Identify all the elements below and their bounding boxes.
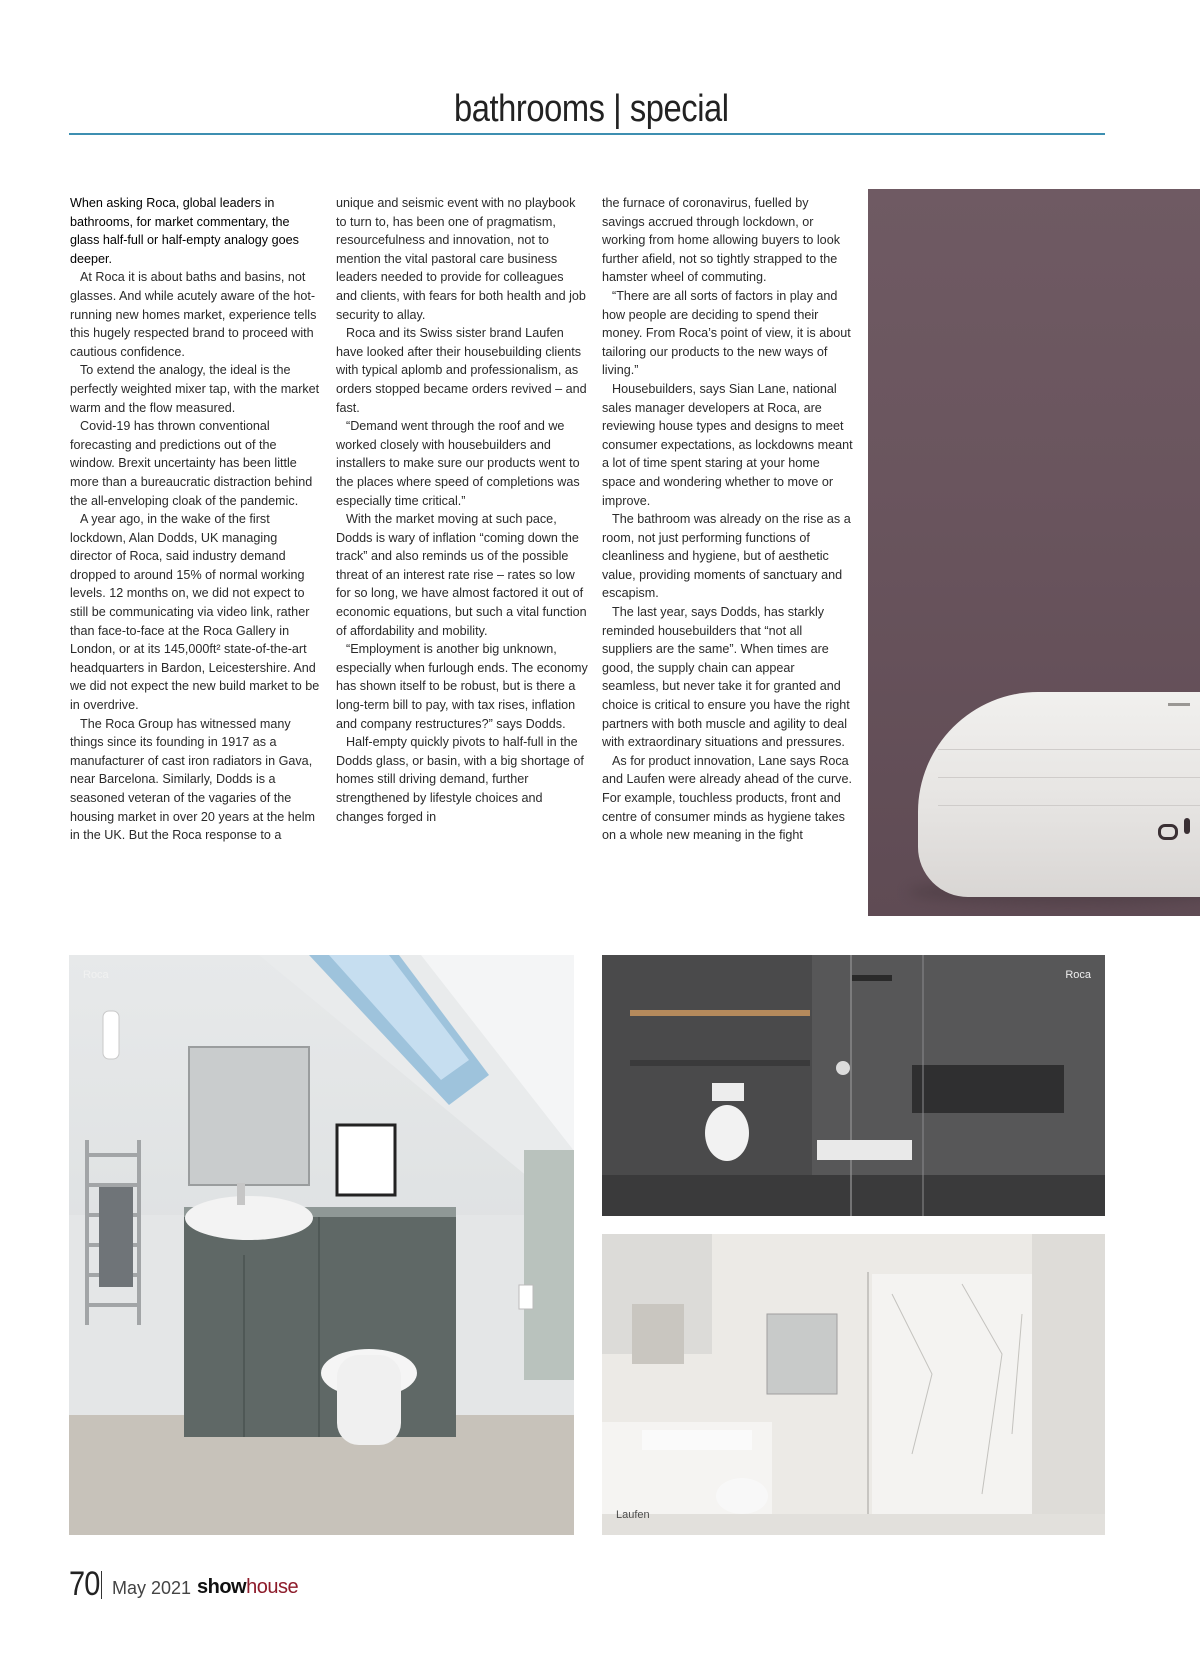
walk-in-shower-photo [602,955,1105,1216]
logo-part-house: house [246,1576,299,1598]
article-column-3 [602,194,854,845]
header-rule [69,133,1105,135]
section-title: bathrooms | special [454,88,729,130]
article-paragraph: “Demand went through the roof and we worked closely with housebuilders and installers to make sure our products went to the places where speed of completions was especially time critical.” [336,419,580,508]
article-paragraph: unique and seismic event with no playbook to turn to, has been one of pragmatism, resourcefulness and innovation, not to mention the vital pastoral care business leaders needed to provide for colleagues and clients, with fears for both health and job security to allay. [336,196,586,322]
photo-credit: Roca [1065,969,1091,981]
article-paragraph: Roca and its Swiss sister brand Laufen have looked after their housebuilding clients with typical aplomb and professionalism, as orders stopped became orders revived – and fast. [336,326,587,415]
article-paragraph: The Roca Group has witnessed many things since its founding in 1917 as a manufacturer of cast iron radiators in Gava, near Barcelona. Similarly, Dodds is a seasoned veteran of the vagaries of the housing market in over 20 years at the helm in the UK. But the Roca response to a [70,716,316,843]
article-paragraph: At Roca it is about baths and basins, not glasses. And while acutely aware of the hot-running new homes market, experience tells this hugely respected brand to proceed with cautious confidence. [70,270,317,359]
bath-groove [938,777,1200,778]
article-paragraph: A year ago, in the wake of the first lockdown, Alan Dodds, UK managing director of Roca, said industry demand dropped to around 15% of normal working levels. 12 months on, we did not expect to still be communicating via video link, rather than face-to-face at the Roca Gallery in London, or at its 145,000ft² state-of-the-art headquarters in Bardon, Leicestershire. And we did not expect the new build market to be in overdrive. [70,512,320,713]
article-intro: When asking Roca, global leaders in bathrooms, for market commentary, the glass half-full or half-empty analogy goes deeper. [70,196,299,266]
wall-tap-icon [1158,818,1200,836]
laufen-bathroom-illustration [602,1234,1105,1535]
bath-groove [938,805,1200,806]
shower-room-illustration [602,955,1105,1216]
article-column-2 [336,194,588,826]
page-number: 70 [69,1565,100,1603]
photo-credit: Roca [83,969,109,981]
article-paragraph: Housebuilders, says Sian Lane, national sales manager developers at Roca, are reviewing house types and designs to meet consumer expectations, as lockdowns meant a lot of time spent staring at your home space and wondering whether to move or improve. [602,381,853,508]
article-paragraph: “There are all sorts of factors in play and how people are deciding to spend their money. From Roca’s point of view, it is about tailoring our products to the new ways of living.” [602,288,851,378]
photo-credit: Laufen [616,1509,650,1521]
article-paragraph: The bathroom was already on the rise as a room, not just performing functions of cleanliness and hygiene, but of aesthetic value, providing moments of sanctuary and escapism. [602,512,851,601]
article-paragraph: “Employment is another big unknown, especially when furlough ends. The economy has shown itself to be robust, but is there a long-term bill to pay, with tax rises, inflation and company restructures?” says Dodds. [336,642,588,731]
laufen-bathroom-photo [602,1234,1105,1535]
bath-groove [938,749,1200,750]
article-paragraph: Covid-19 has thrown conventional forecasting and predictions out of the window. Brexit uncertainty has been little more than a bureaucratic distraction behind the all-enveloping cloak of the pandemic. [70,419,313,508]
attic-bathroom-illustration [69,955,574,1535]
article-column-1 [70,194,322,845]
article-paragraph: Half-empty quickly pivots to half-full in the Dodds glass, or basin, with a big shortage of homes still driving demand, further strengthened by lifestyle choices and changes forged in [336,735,584,824]
freestanding-bath-photo [868,189,1200,916]
article-paragraph: With the market moving at such pace, Dodds is wary of inflation “coming down the track” and also reminds us of the possible threat of an interest rate rise – rates so low for so long, we have almost factored it out of economic equations, but such a vital function of affordability and mobility. [336,512,587,638]
article-paragraph: the furnace of coronavirus, fuelled by savings accrued through lockdown, or working from home allowing buyers to look further afield, not so tightly strapped to the hamster wheel of commuting. [602,196,840,285]
footer-divider [101,1571,102,1599]
bath-waste-icon [1168,703,1190,706]
attic-bathroom-photo [69,955,574,1535]
issue-date: May 2021 [112,1578,192,1598]
bath-tub-shape [918,692,1200,897]
article-paragraph: The last year, says Dodds, has starkly reminded housebuilders that “not all suppliers are the same”. When times are good, the supply chain can appear seamless, but never take it for granted and choice is critical to ensure you have the right partners with both muscle and agility to deal with extraordinary situations and pressures. [602,605,850,750]
article-paragraph: To extend the analogy, the ideal is the perfectly weighted mixer tap, with the market warm and the flow measured. [70,363,320,415]
article-paragraph: As for product innovation, Lane says Roca and Laufen were already ahead of the curve. For example, touchless products, front and centre of consumer minds as hygiene takes on a whole new meaning in the fight [602,753,852,843]
magazine-logo [197,1576,298,1599]
logo-part-show: show [197,1576,247,1598]
